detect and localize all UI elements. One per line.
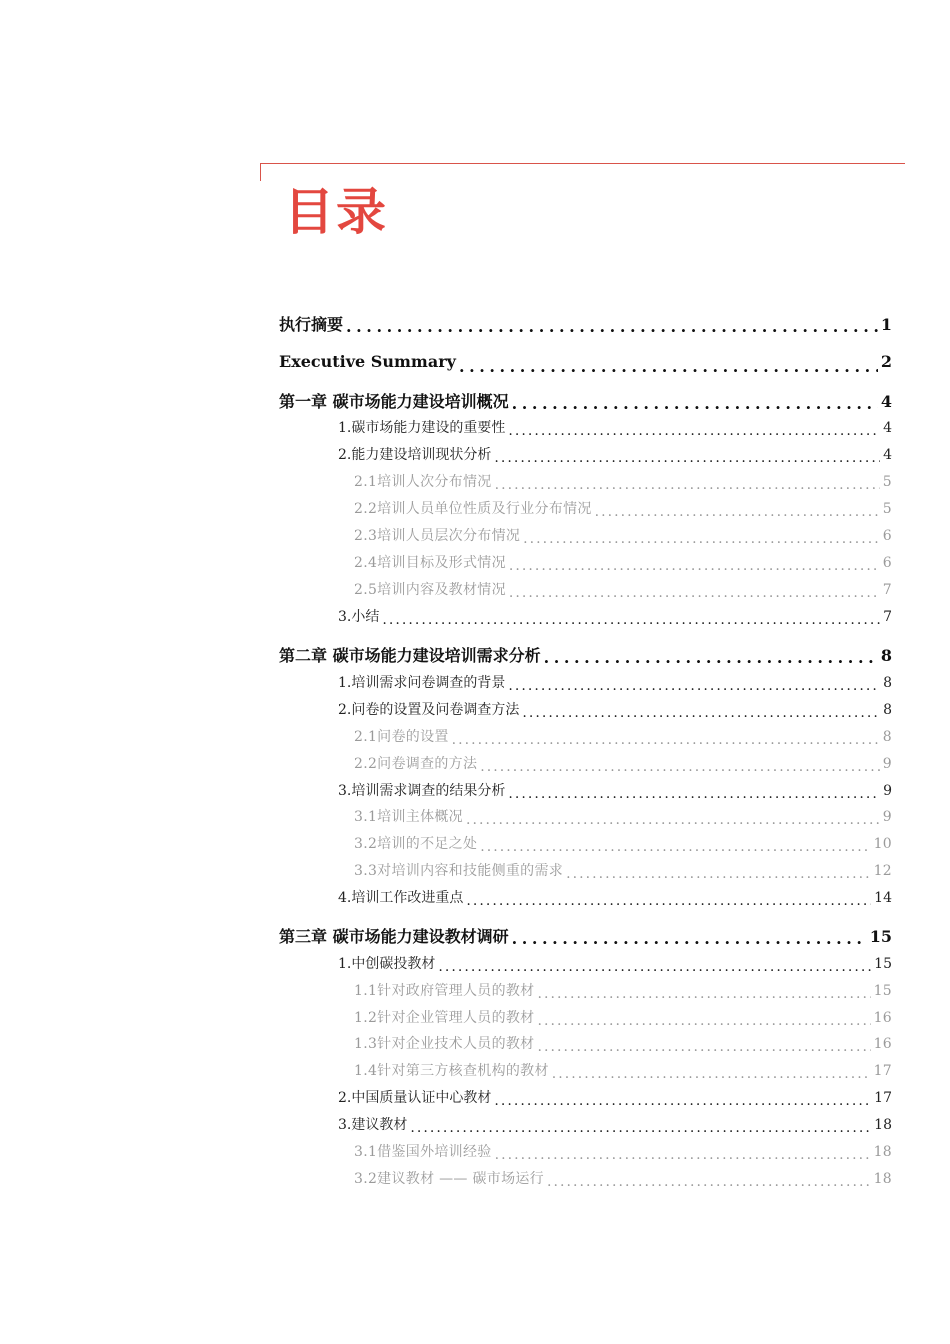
- dot-leader: [495, 479, 880, 493]
- toc-entry-label: 4.培训工作改进重点: [338, 890, 464, 906]
- toc-page-number: 4: [883, 420, 892, 436]
- toc-page-number: 7: [882, 582, 892, 598]
- dot-leader: [466, 814, 880, 828]
- dot-leader: [595, 506, 880, 520]
- toc-entry-2-2-1[interactable]: [354, 726, 892, 748]
- toc-entry-1-2-2[interactable]: [354, 498, 892, 520]
- toc-entry-1-2[interactable]: [338, 444, 892, 466]
- toc-entry-2-3-2[interactable]: [354, 833, 892, 855]
- toc-page-number: 16: [873, 1010, 892, 1026]
- page-title: 目录: [284, 182, 388, 241]
- toc-entry-chapter-3[interactable]: [279, 924, 892, 948]
- dot-leader: [537, 988, 870, 1002]
- toc-page-number: 17: [874, 1090, 892, 1106]
- toc-entry-label: 2.1问卷的设置: [354, 729, 449, 745]
- dot-leader: [547, 1176, 871, 1190]
- toc-page-number: 6: [882, 528, 892, 544]
- toc-page-number: 10: [873, 836, 892, 852]
- toc-entry-2-4[interactable]: [338, 887, 892, 909]
- toc-entry-label: 2.5培训内容及教材情况: [354, 582, 506, 598]
- toc-page-number: 5: [882, 501, 892, 517]
- toc-page-number: 7: [883, 609, 892, 625]
- toc-entry-label: 第二章 碳市场能力建设培训需求分析: [279, 646, 541, 665]
- toc-entry-3-3-2[interactable]: [354, 1168, 892, 1190]
- toc-entry-1-3[interactable]: [338, 606, 892, 628]
- dot-leader: [410, 1122, 871, 1136]
- toc-entry-3-1[interactable]: [338, 953, 892, 975]
- dot-leader: [466, 895, 871, 909]
- dot-leader: [459, 360, 878, 376]
- dot-leader: [509, 560, 880, 574]
- toc-entry-2-3-1[interactable]: [354, 806, 892, 828]
- toc-entry-label: 1.3针对企业技术人员的教材: [354, 1036, 535, 1052]
- toc-entry-label: 2.2培训人员单位性质及行业分布情况: [354, 501, 592, 517]
- toc-page-number: 9: [882, 756, 892, 772]
- toc-entry-chapter-1[interactable]: [279, 389, 892, 413]
- toc-entry-chapter-2[interactable]: [279, 643, 892, 667]
- toc-entry-label: 2.4培训目标及形式情况: [354, 555, 506, 571]
- toc-entry-2-1[interactable]: [338, 672, 892, 694]
- toc-entry-1-2-1[interactable]: [354, 471, 892, 493]
- toc-entry-label: 执行摘要: [279, 315, 344, 334]
- dot-leader: [480, 761, 880, 775]
- toc-entry-summary-en[interactable]: [279, 352, 892, 376]
- dot-leader: [480, 841, 870, 855]
- dot-leader: [523, 533, 880, 547]
- toc-entry-label: 2.能力建设培训现状分析: [338, 447, 492, 463]
- dot-leader: [382, 614, 880, 628]
- toc-entry-label: 1.1针对政府管理人员的教材: [354, 983, 535, 999]
- toc-page-number: 18: [873, 1144, 892, 1160]
- toc-page-number: 12: [873, 863, 892, 879]
- toc-page-number: 4: [883, 447, 892, 463]
- dot-leader: [512, 932, 867, 948]
- toc-entry-label: 第三章 碳市场能力建设教材调研: [279, 927, 509, 946]
- toc-entry-label: 1.2针对企业管理人员的教材: [354, 1010, 535, 1026]
- toc-entry-2-3-3[interactable]: [354, 860, 892, 882]
- toc-entry-label: 3.1培训主体概况: [354, 809, 463, 825]
- toc-entry-3-3-1[interactable]: [354, 1141, 892, 1163]
- toc-entry-label: 2.中国质量认证中心教材: [338, 1090, 492, 1106]
- dot-leader: [508, 680, 880, 694]
- toc-entry-summary-cn[interactable]: [279, 312, 892, 336]
- toc-entry-label: 1.中创碳投教材: [338, 956, 436, 972]
- dot-leader: [452, 734, 880, 748]
- toc-page-number: 15: [873, 983, 892, 999]
- dot-leader: [494, 1095, 871, 1109]
- toc-page-number: 8: [883, 675, 892, 691]
- dot-leader: [522, 707, 880, 721]
- toc-entry-label: Executive Summary: [279, 352, 456, 371]
- toc-entry-label: 2.1培训人次分布情况: [354, 474, 492, 490]
- toc-page-number: 18: [874, 1117, 892, 1133]
- toc-entry-label: 3.小结: [338, 609, 380, 625]
- toc-page-number: 2: [880, 352, 892, 371]
- dot-leader: [438, 961, 871, 975]
- toc-entry-3-1-3[interactable]: [354, 1033, 892, 1055]
- toc-page-number: 8: [882, 729, 892, 745]
- dot-leader: [495, 1149, 871, 1163]
- toc-entry-label: 2.问卷的设置及问卷调查方法: [338, 702, 520, 718]
- toc-entry-3-1-2[interactable]: [354, 1007, 892, 1029]
- toc-entry-label: 2.2问卷调查的方法: [354, 756, 478, 772]
- toc-entry-3-3[interactable]: [338, 1114, 892, 1136]
- toc-page-number: 15: [874, 956, 892, 972]
- dot-leader: [537, 1041, 870, 1055]
- dot-leader: [512, 397, 878, 413]
- toc-entry-1-2-4[interactable]: [354, 552, 892, 574]
- toc-entry-2-3[interactable]: [338, 780, 892, 802]
- toc-page-number: 8: [880, 646, 892, 665]
- toc-entry-label: 1.碳市场能力建设的重要性: [338, 420, 506, 436]
- dot-leader: [552, 1068, 871, 1082]
- toc-page-number: 17: [873, 1063, 892, 1079]
- toc-entry-label: 3.2建议教材 —— 碳市场运行: [354, 1171, 544, 1187]
- toc-entry-label: 1.培训需求问卷调查的背景: [338, 675, 506, 691]
- toc-entry-label: 第一章 碳市场能力建设培训概况: [279, 392, 509, 411]
- toc-page-number: 9: [883, 783, 892, 799]
- toc-page-number: 1: [880, 315, 892, 334]
- toc-entry-1-1[interactable]: [338, 417, 892, 439]
- toc-entry-label: 3.建议教材: [338, 1117, 408, 1133]
- toc-entry-label: 3.培训需求调查的结果分析: [338, 783, 506, 799]
- toc-entry-3-1-4[interactable]: [354, 1060, 892, 1082]
- toc-page-number: 8: [883, 702, 892, 718]
- toc-entry-label: 2.3培训人员层次分布情况: [354, 528, 521, 544]
- toc-entry-label: 1.4针对第三方核查机构的教材: [354, 1063, 549, 1079]
- toc-entry-label: 3.1借鉴国外培训经验: [354, 1144, 492, 1160]
- toc-page-number: 18: [873, 1171, 892, 1187]
- dot-leader: [509, 587, 880, 601]
- dot-leader: [544, 651, 878, 667]
- toc-entry-label: 3.3对培训内容和技能侧重的需求: [354, 863, 564, 879]
- dot-leader: [566, 868, 871, 882]
- toc-page-number: 14: [874, 890, 892, 906]
- dot-leader: [508, 425, 880, 439]
- toc-page-number: 6: [882, 555, 892, 571]
- dot-leader: [346, 320, 878, 336]
- toc-page-number: 9: [882, 809, 892, 825]
- toc-entry-2-2-2[interactable]: [354, 753, 892, 775]
- toc-page-number: 4: [880, 392, 892, 411]
- toc-entry-3-2[interactable]: [338, 1087, 892, 1109]
- toc-entry-1-2-5[interactable]: [354, 579, 892, 601]
- toc-entry-2-2[interactable]: [338, 699, 892, 721]
- dot-leader: [508, 788, 880, 802]
- dot-leader: [537, 1015, 870, 1029]
- toc-entry-3-1-1[interactable]: [354, 980, 892, 1002]
- toc-page-number: 16: [873, 1036, 892, 1052]
- dot-leader: [494, 452, 880, 466]
- toc-entry-1-2-3[interactable]: [354, 525, 892, 547]
- toc-entry-label: 3.2培训的不足之处: [354, 836, 478, 852]
- toc-page-number: 5: [882, 474, 892, 490]
- toc-page-number: 15: [869, 927, 892, 946]
